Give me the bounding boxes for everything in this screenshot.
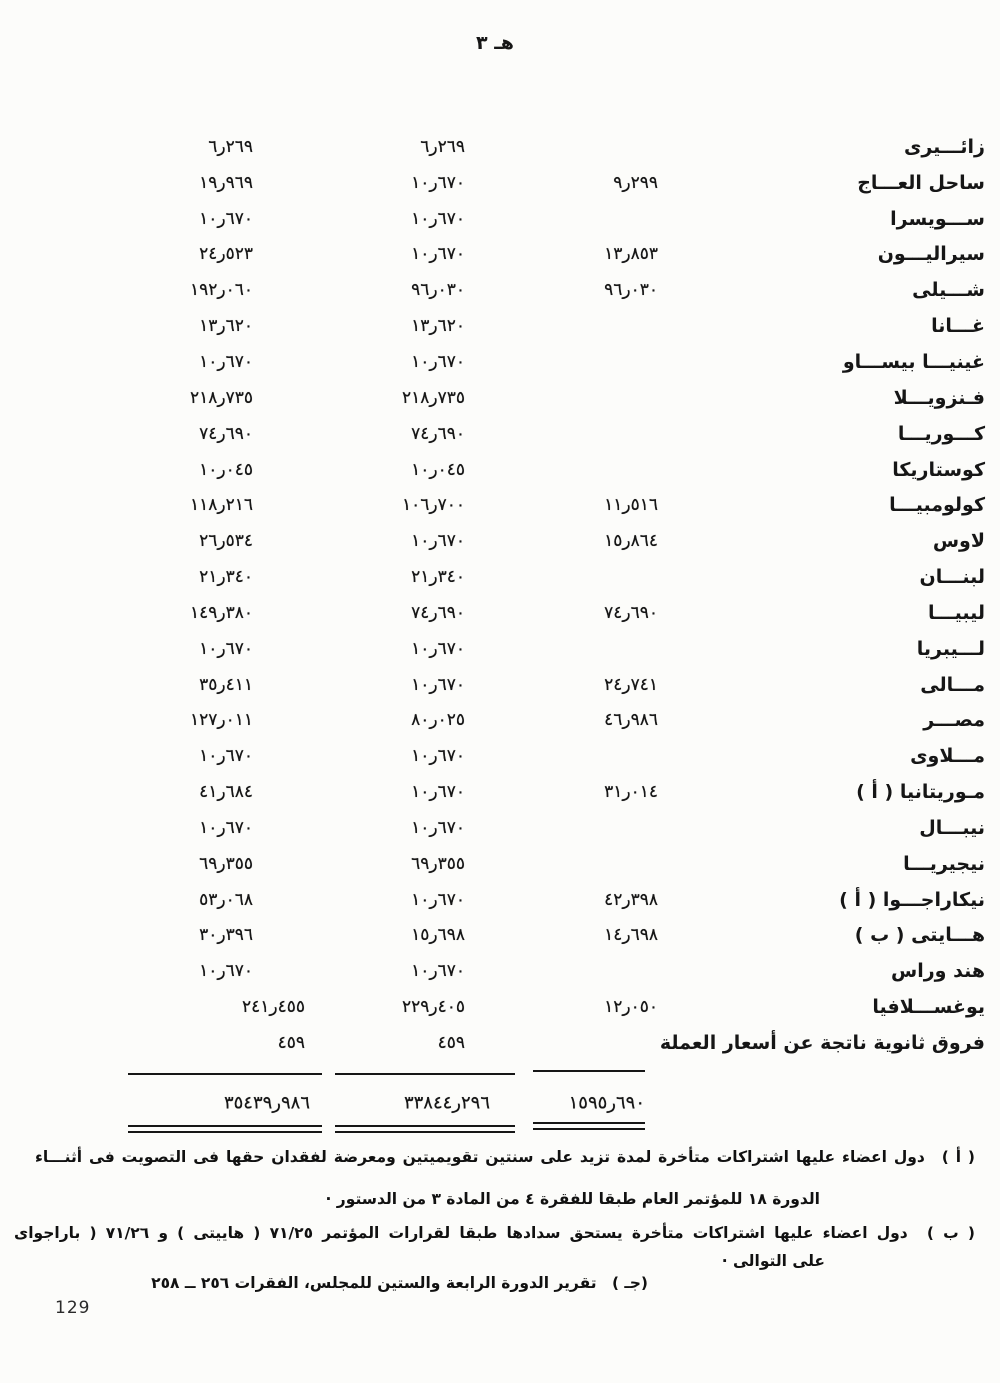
grand-total-col2: ٣٣٨٤٤ر٢٩٦ bbox=[403, 1092, 490, 1114]
cell-amount-total: ١٠ر٦٧٠ bbox=[199, 351, 253, 372]
cell-country-name: لبنـــان bbox=[919, 566, 985, 589]
cell-amount-col2: ٦ر٢٦٩ bbox=[420, 136, 465, 157]
total-rule-col3 bbox=[533, 1070, 645, 1072]
table-row bbox=[0, 989, 1000, 1025]
cell-amount-total: ٢١ر٣٤٠ bbox=[199, 567, 253, 588]
cell-amount-total: ٣٥ر٤١١ bbox=[199, 674, 253, 695]
table-row bbox=[0, 416, 1000, 452]
cell-amount-col2: ١٠ر٦٧٠ bbox=[411, 961, 465, 982]
cell-amount-col3: ٩ر٢٩٩ bbox=[613, 172, 658, 193]
cell-country-name: هند وراس bbox=[891, 960, 985, 983]
table-row bbox=[0, 237, 1000, 273]
table-row bbox=[0, 201, 1000, 237]
cell-amount-col2: ٦٩ر٣٥٥ bbox=[411, 853, 465, 874]
cell-amount-col2: ٧٤ر٦٩٠ bbox=[411, 423, 465, 444]
cell-amount-total: ٤١ر٦٨٤ bbox=[199, 782, 253, 803]
cell-amount-col2: ١٠ر٦٧٠ bbox=[411, 817, 465, 838]
grand-total-col1: ٣٥٤٣٩ر٩٨٦ bbox=[223, 1092, 310, 1114]
double-rule-col1 bbox=[128, 1125, 322, 1133]
footnote-c-text: تقرير الدورة الرابعة والستين للمجلس، الفقرات ٢٥٦ ــ ٢٥٨ bbox=[151, 1274, 597, 1292]
table-row bbox=[0, 703, 1000, 739]
table-row bbox=[0, 272, 1000, 308]
cell-amount-total: ٣٠ر٣٩٦ bbox=[199, 925, 253, 946]
footnote-b-line1 bbox=[14, 1222, 975, 1244]
footnote-b-text: دول اعضاء عليها اشتراكات متأخرة يستحق سدادها طبقا لقرارات المؤتمر ٧١/٢٥ ( هاييتى ) و ٧١/٢٦ ( باراجواى bbox=[14, 1224, 908, 1242]
table-row bbox=[0, 344, 1000, 380]
table-row bbox=[0, 165, 1000, 201]
footnote-a-marker: ( أ ) bbox=[941, 1148, 975, 1166]
table-row bbox=[0, 452, 1000, 488]
cell-amount-total: ١١٨ر٢١٦ bbox=[190, 495, 253, 516]
cell-country-name: لاوس bbox=[932, 530, 985, 553]
cell-country-name: نيبـــال bbox=[919, 816, 985, 839]
cell-amount-col2: ١٠ر٦٧٠ bbox=[411, 244, 465, 265]
page-number: 129 bbox=[55, 1298, 91, 1318]
cell-amount-col2: ١٠ر٦٧٠ bbox=[411, 208, 465, 229]
cell-amount-total: ٢٤١ر٤٥٥ bbox=[242, 997, 305, 1018]
table-row bbox=[0, 918, 1000, 954]
cell-amount-total: ١٢٧ر٠١١ bbox=[190, 710, 253, 731]
cell-amount-col2: ١٠ر٠٤٥ bbox=[411, 459, 465, 480]
table-row bbox=[0, 1025, 1000, 1061]
cell-amount-col3: ١٥ر٨٦٤ bbox=[604, 531, 658, 552]
cell-country-name: ليبيـــا bbox=[927, 601, 985, 624]
table-row bbox=[0, 559, 1000, 595]
cell-amount-total: ١٠ر٦٧٠ bbox=[199, 961, 253, 982]
cell-amount-col3: ١١ر٥١٦ bbox=[604, 495, 658, 516]
cell-amount-total: ١٠ر٦٧٠ bbox=[199, 746, 253, 767]
cell-amount-col3: ٩٦ر٠٣٠ bbox=[604, 280, 658, 301]
cell-amount-col3: ٤٢ر٣٩٨ bbox=[604, 889, 658, 910]
cell-country-name: زائـــيرى bbox=[903, 135, 985, 158]
double-rule-col3 bbox=[533, 1122, 645, 1130]
cell-amount-total: ٦ر٢٦٩ bbox=[208, 136, 253, 157]
table-row bbox=[0, 667, 1000, 703]
table-row bbox=[0, 846, 1000, 882]
cell-amount-col2: ٨٠ر٠٢٥ bbox=[411, 710, 465, 731]
cell-amount-total: ١٣ر٦٢٠ bbox=[199, 316, 253, 337]
cell-amount-total: ٤٥٩ bbox=[277, 1033, 305, 1054]
cell-amount-col3: ٤٦ر٩٨٦ bbox=[604, 710, 658, 731]
cell-amount-col2: ٢١ر٣٤٠ bbox=[411, 567, 465, 588]
cell-amount-col2: ١٠ر٦٧٠ bbox=[411, 746, 465, 767]
cell-amount-col2: ١٠ر٦٧٠ bbox=[411, 638, 465, 659]
table-row bbox=[0, 523, 1000, 559]
cell-country-name: كوستاريكا bbox=[892, 458, 985, 481]
table-row bbox=[0, 380, 1000, 416]
cell-amount-col3: ٢٤ر٧٤١ bbox=[604, 674, 658, 695]
cell-amount-col2: ٩٦ر٠٣٠ bbox=[411, 280, 465, 301]
table-row bbox=[0, 738, 1000, 774]
cell-amount-total: ١٠ر٠٤٥ bbox=[199, 459, 253, 480]
footnote-c-line1 bbox=[151, 1272, 648, 1294]
table-row bbox=[0, 595, 1000, 631]
cell-amount-col2: ١٠٦ر٧٠٠ bbox=[402, 495, 465, 516]
arrears-table bbox=[0, 129, 1000, 1061]
footnote-b-marker: ( ب ) bbox=[926, 1224, 975, 1242]
footnote-a-text: دول اعضاء عليها اشتراكات متأخرة لمدة تزيد على سنتين تقويميتين ومعرضة لفقدان حقها فى التصويت فى أثنـــاء bbox=[35, 1148, 925, 1166]
table-row bbox=[0, 810, 1000, 846]
cell-country-name: نيجيريـــا bbox=[903, 852, 985, 875]
cell-country-name: مـــالى bbox=[920, 673, 985, 696]
footnote-b-line2: على التوالى · bbox=[721, 1252, 825, 1270]
cell-amount-col2: ٧٤ر٦٩٠ bbox=[411, 602, 465, 623]
cell-country-name: شـــيلى bbox=[912, 279, 985, 302]
cell-amount-col3: ١٣ر٨٥٣ bbox=[604, 244, 658, 265]
grand-total-col3: ١٥٩٥ر٦٩٠ bbox=[568, 1092, 645, 1114]
table-row bbox=[0, 953, 1000, 989]
cell-country-name: كولومبيـــا bbox=[889, 494, 985, 517]
cell-amount-total: ١٩ر٩٦٩ bbox=[199, 172, 253, 193]
cell-country-name: يوغســـلافيا bbox=[872, 996, 985, 1019]
footnote-c-marker: (جـ ) bbox=[611, 1274, 648, 1292]
cell-amount-col3: ٧٤ر٦٩٠ bbox=[604, 602, 658, 623]
cell-amount-col3: ١٢ر٠٥٠ bbox=[604, 997, 658, 1018]
cell-amount-total: ١٠ر٦٧٠ bbox=[199, 817, 253, 838]
cell-country-name: فـنزويـــلا bbox=[893, 386, 985, 409]
cell-amount-total: ١٩٢ر٠٦٠ bbox=[190, 280, 253, 301]
table-row bbox=[0, 774, 1000, 810]
cell-amount-col2: ١٠ر٦٧٠ bbox=[411, 351, 465, 372]
cell-country-name: مـوريتانيا ( أ ) bbox=[856, 781, 985, 804]
cell-country-name: سيراليـــون bbox=[877, 243, 985, 266]
table-row bbox=[0, 129, 1000, 165]
cell-amount-total: ١٤٩ر٣٨٠ bbox=[190, 602, 253, 623]
cell-country-name: غـــانا bbox=[931, 315, 985, 338]
cell-amount-col2: ١٠ر٦٧٠ bbox=[411, 172, 465, 193]
table-row bbox=[0, 631, 1000, 667]
cell-amount-col2: ١٠ر٦٧٠ bbox=[411, 674, 465, 695]
cell-amount-total: ٦٩ر٣٥٥ bbox=[199, 853, 253, 874]
table-row bbox=[0, 308, 1000, 344]
cell-amount-total: ٢٦ر٥٣٤ bbox=[199, 531, 253, 552]
table-row bbox=[0, 882, 1000, 918]
cell-amount-total: ٢٤ر٥٢٣ bbox=[199, 244, 253, 265]
cell-amount-col2: ٢١٨ر٧٣٥ bbox=[402, 387, 465, 408]
cell-amount-total: ٢١٨ر٧٣٥ bbox=[190, 387, 253, 408]
cell-amount-total: ١٠ر٦٧٠ bbox=[199, 208, 253, 229]
cell-country-name: لـــيبريا bbox=[916, 637, 985, 660]
page-header-label: هـ ٣ bbox=[476, 32, 514, 54]
cell-amount-total: ٧٤ر٦٩٠ bbox=[199, 423, 253, 444]
cell-amount-total: ١٠ر٦٧٠ bbox=[199, 638, 253, 659]
cell-country-name: كـــوريـــا bbox=[897, 422, 985, 445]
cell-amount-total: ٥٣ر٠٦٨ bbox=[199, 889, 253, 910]
cell-country-name: هـــايتى ( ب ) bbox=[854, 924, 985, 947]
double-rule-col2 bbox=[335, 1125, 515, 1133]
cell-amount-col2: ١٣ر٦٢٠ bbox=[411, 316, 465, 337]
cell-country-name: ســـويسرا bbox=[890, 207, 985, 230]
cell-country-name: ساحل العـــاج bbox=[857, 171, 985, 194]
cell-amount-col2: ١٠ر٦٧٠ bbox=[411, 889, 465, 910]
cell-country-name: فروق ثانوية ناتجة عن أسعار العملة bbox=[659, 1032, 985, 1055]
cell-country-name: نيكاراجـــوا ( أ ) bbox=[839, 888, 985, 911]
cell-amount-col3: ١٤ر٦٩٨ bbox=[604, 925, 658, 946]
table-row bbox=[0, 487, 1000, 523]
totals-row bbox=[0, 1086, 1000, 1120]
total-rule-col1 bbox=[128, 1073, 322, 1075]
total-rule-col2 bbox=[335, 1073, 515, 1075]
cell-country-name: مـــلاوى bbox=[910, 745, 985, 768]
cell-amount-col2: ١٥ر٦٩٨ bbox=[411, 925, 465, 946]
cell-amount-col2: ٤٥٩ bbox=[437, 1033, 465, 1054]
cell-amount-col2: ١٠ر٦٧٠ bbox=[411, 531, 465, 552]
cell-country-name: غينيـــا بيســـاو bbox=[842, 350, 985, 373]
footnote-a-line2: الدورة ١٨ للمؤتمر العام طبقا للفقرة ٤ من المادة ٣ من الدستور · bbox=[325, 1190, 820, 1208]
cell-amount-col2: ٢٢٩ر٤٠٥ bbox=[402, 997, 465, 1018]
cell-amount-col3: ٣١ر٠١٤ bbox=[604, 782, 658, 803]
cell-amount-col2: ١٠ر٦٧٠ bbox=[411, 782, 465, 803]
footnote-a-line1 bbox=[35, 1146, 975, 1168]
cell-country-name: مصـــر bbox=[923, 709, 985, 732]
